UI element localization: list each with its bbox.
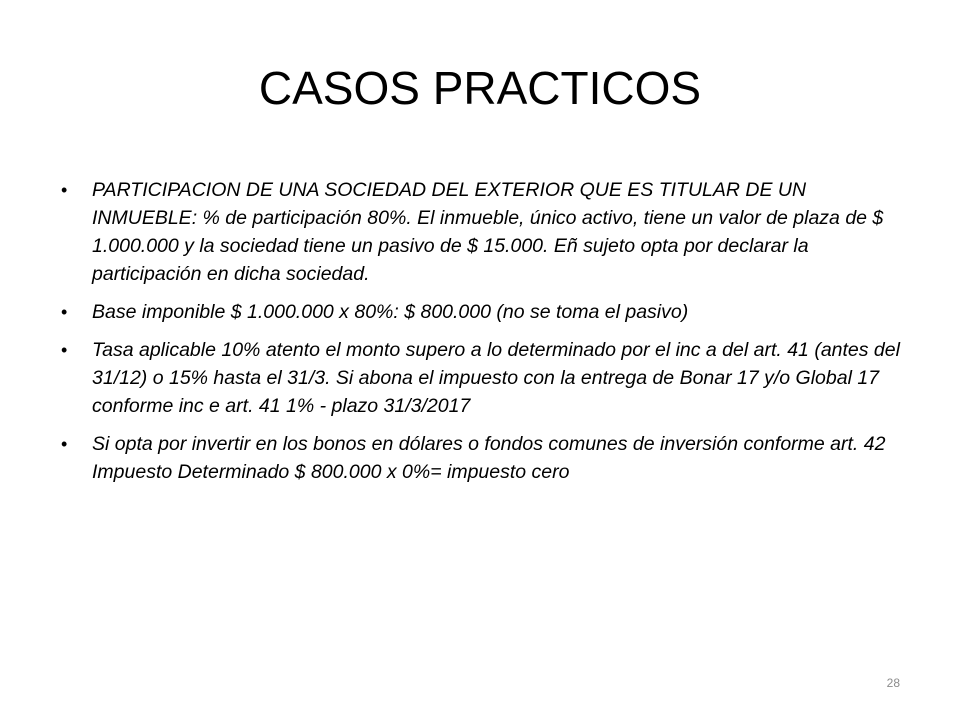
slide-title: CASOS PRACTICOS xyxy=(258,62,702,114)
bullet-dot-icon: • xyxy=(61,302,68,322)
bullet-item xyxy=(60,176,910,288)
page-number: 28 xyxy=(886,676,900,690)
bullet-text: Tasa aplicable 10% atento el monto supero a lo determinado por el inc a del art. 41 (antes del 31/12) o 15% hasta el 31/3. Si abona el impuesto con la entrega de Bonar 17 y/o Global 17 conforme inc e art. 41 1% - plazo 31/3/2017 xyxy=(92,339,900,417)
bullet-dot-icon: • xyxy=(61,434,68,454)
bullet-item xyxy=(60,430,910,486)
bullet-item xyxy=(60,298,910,326)
bullet-text: Si opta por invertir en los bonos en dólares o fondos comunes de inversión conforme art. 42 Impuesto Determinado $ 800.000 x 0%= impuesto cero xyxy=(92,433,886,483)
bullet-text: PARTICIPACION DE UNA SOCIEDAD DEL EXTERIOR QUE ES TITULAR DE UN INMUEBLE: % de participación 80%. El inmueble, único activo, tiene un valor de plaza de $ 1.000.000 y la sociedad tiene un pasivo de $ 15.000. Eñ sujeto opta por declarar la participación en dicha sociedad. xyxy=(92,179,884,285)
bullet-list xyxy=(60,176,910,496)
bullet-item xyxy=(60,336,910,420)
bullet-text: Base imponible $ 1.000.000 x 80%: $ 800.000 (no se toma el pasivo) xyxy=(92,301,689,323)
bullet-dot-icon: • xyxy=(61,340,68,360)
bullet-dot-icon: • xyxy=(61,180,68,200)
